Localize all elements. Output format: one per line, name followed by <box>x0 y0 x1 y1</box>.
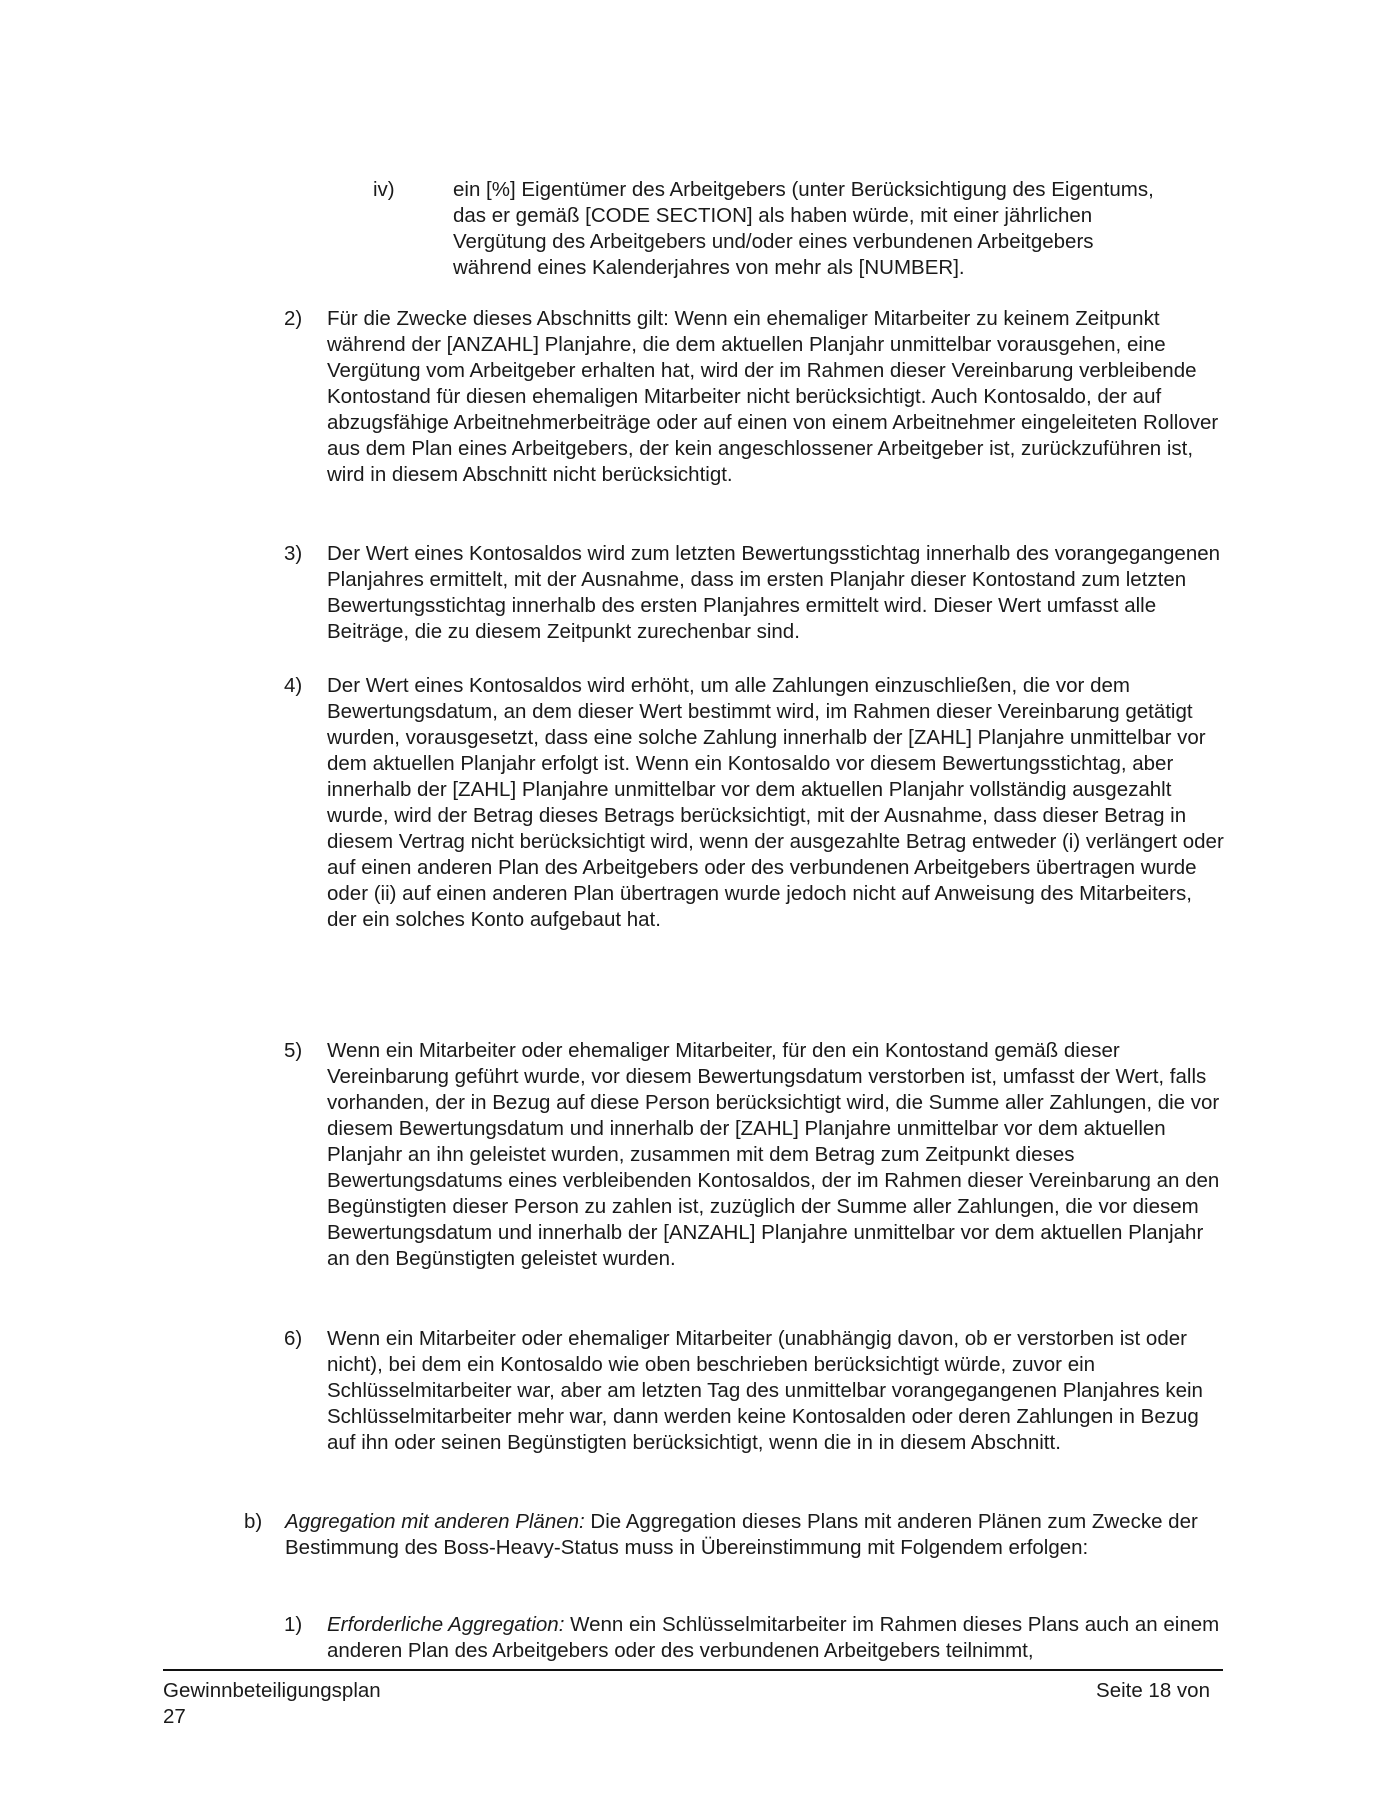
item-number: 2) <box>284 307 303 330</box>
item-number: 3) <box>284 542 303 565</box>
item-text <box>327 1612 1227 1664</box>
footer-page-label: Seite 18 von <box>1096 1679 1210 1702</box>
item-text: Der Wert eines Kontosaldos wird zum letzten Bewertungsstichtag innerhalb des vorangegangenen Planjahres ermittelt, mit der Ausnahme, dass im ersten Planjahr dieser Kontostand zum letzten Bewertungsstichtag innerhalb des ersten Planjahres ermittelt wird. Dieser Wert umfasst alle Beiträge, die zu diesem Zeitpunkt zurechenbar sind. <box>327 542 1221 643</box>
item-text: Für die Zwecke dieses Abschnitts gilt: Wenn ein ehemaliger Mitarbeiter zu keinem Zeitpunkt während der [ANZAHL] Planjahre, die dem aktuellen Planjahr unmittelbar vorausgehen, eine Vergütung vom Arbeitgeber erhalten hat, wird der im Rahmen dieser Vereinbarung verbleibende Kontostand für diesen ehemaligen Mitarbeiter nicht berücksichtigt. Auch Kontosaldo, der auf abzugsfähige Arbeitnehmerbeiträge oder auf einen von einem Arbeitnehmer eingeleiteten Rollover aus dem Plan eines Arbeitgebers, der kein angeschlossener Arbeitgeber ist, zurückzuführen ist, wird in diesem Abschnitt nicht berücksichtigt. <box>327 307 1219 486</box>
item-text: ein [%] Eigentümer des Arbeitgebers (unter Berücksichtigung des Eigentums, das er gemäß [CODE SECTION] als haben würde, mit einer jährlichen Vergütung des Arbeitgebers und/oder eines verbundenen Arbeitgebers während eines Kalenderjahres von mehr als [NUMBER]. <box>453 178 1154 279</box>
item-number: 4) <box>284 674 303 697</box>
item-text: Wenn ein Mitarbeiter oder ehemaliger Mitarbeiter (unabhängig davon, ob er verstorben ist oder nicht), bei dem ein Kontosaldo wie oben beschrieben berücksichtigt würde, zuvor ein Schlüsselmitarbeiter war, aber am letzten Tag des unmittelbar vorangegangenen Planjahres kein Schlüsselmitarbeiter mehr war, dann werden keine Kontosalden oder deren Zahlungen in Bezug auf ihn oder seinen Begünstigten berücksichtigt, wenn die in in diesem Abschnitt. <box>327 1327 1203 1454</box>
item-heading: Aggregation mit anderen Plänen: <box>285 1510 585 1533</box>
item-text <box>285 1509 1200 1561</box>
item-body: Wenn ein Schlüsselmitarbeiter im Rahmen dieses Plans auch an einem anderen Plan des Arbeitgebers oder des verbundenen Arbeitgebers teilnimmt, <box>327 1613 1220 1662</box>
footer-title: Gewinnbeteiligungsplan <box>163 1679 381 1702</box>
item-text: Der Wert eines Kontosaldos wird erhöht, um alle Zahlungen einzuschließen, die vor dem Bewertungsdatum, an dem dieser Wert bestimmt wird, im Rahmen dieser Vereinbarung getätigt wurden, vorausgesetzt, dass eine solche Zahlung innerhalb der [ZAHL] Planjahre unmittelbar vor dem aktuellen Planjahr erfolgt ist. Wenn ein Kontosaldo vor diesem Bewertungsstichtag, aber innerhalb der [ZAHL] Planjahre unmittelbar vor dem aktuellen Planjahr vollständig ausgezahlt wurde, wird der Betrag dieses Betrags berücksichtigt, mit der Ausnahme, dass dieser Betrag in diesem Vertrag nicht berücksichtigt wird, wenn der ausgezahlte Betrag entweder (i) verlängert oder auf einen anderen Plan des Arbeitgebers oder des verbundenen Arbeitgebers übertragen wurde oder (ii) auf einen anderen Plan übertragen wurde jedoch nicht auf Anweisung des Mitarbeiters, der ein solches Konto aufgebaut hat. <box>327 674 1224 931</box>
item-letter: b) <box>244 1510 263 1533</box>
item-text: Wenn ein Mitarbeiter oder ehemaliger Mitarbeiter, für den ein Kontostand gemäß dieser Vereinbarung geführt wurde, vor diesem Bewertungsdatum verstorben ist, umfasst der Wert, falls vorhanden, der in Bezug auf diese Person berücksichtigt wird, die Summe aller Zahlungen, die vor diesem Bewertungsdatum und innerhalb der [ZAHL] Planjahre unmittelbar vor dem aktuellen Planjahr an ihn geleistet wurden, zusammen mit dem Betrag zum Zeitpunkt dieses Bewertungsdatums eines verbleibenden Kontosaldos, der im Rahmen dieser Vereinbarung an den Begünstigten dieser Person zu zahlen ist, zuzüglich der Summe aller Zahlungen, die vor diesem Bewertungsdatum und innerhalb der [ANZAHL] Planjahre unmittelbar vor dem aktuellen Planjahr an den Begünstigten geleistet wurden. <box>327 1039 1220 1270</box>
item-number: 6) <box>284 1327 303 1350</box>
item-heading: Erforderliche Aggregation: <box>327 1613 565 1636</box>
item-number: iv) <box>373 178 395 201</box>
footer-left <box>163 1678 583 1730</box>
footer-rule <box>163 1669 1223 1671</box>
item-number: 5) <box>284 1039 303 1062</box>
item-number: 1) <box>284 1613 303 1636</box>
item-body: Die Aggregation dieses Plans mit anderen Plänen zum Zwecke der Bestimmung des Boss-Heavy-Status muss in Übereinstimmung mit Folgendem erfolgen: <box>285 1510 1198 1559</box>
footer-total-pages: 27 <box>163 1705 186 1728</box>
